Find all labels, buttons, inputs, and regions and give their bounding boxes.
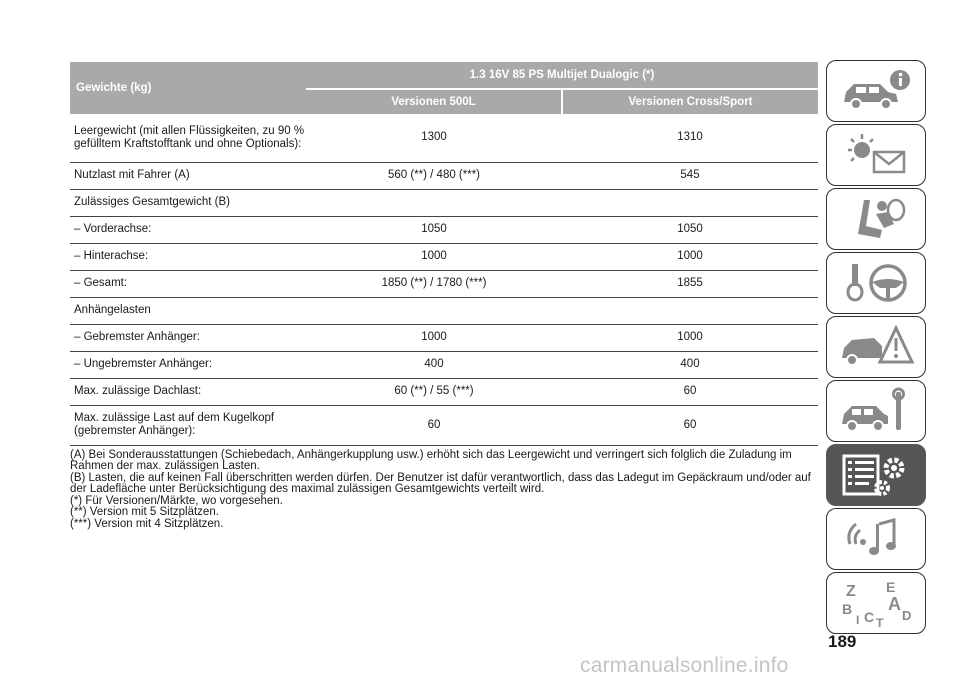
car-info-icon (836, 66, 916, 116)
header-version-500l: Versionen 500L (306, 89, 562, 114)
row-label: – Gesamt: (70, 270, 306, 297)
row-label: – Gebremster Anhänger: (70, 324, 306, 351)
warning-lights-message-icon (836, 130, 916, 180)
header-version-cross-sport: Versionen Cross/Sport (562, 89, 818, 114)
row-label: Leergewicht (mit allen Flüssigkeiten, zu 90 % gefülltem Kraftstofftank und ohne Optionals): (70, 114, 306, 162)
index-letter: Z (846, 583, 856, 600)
table-row (70, 297, 818, 324)
footnote: (***) Version mit 4 Sitzplätzen. (70, 518, 224, 531)
row-value-cross-sport: 1000 (562, 324, 818, 351)
header-weights: Gewichte (kg) (70, 62, 306, 114)
row-value-500l: 60 (**) / 55 (***) (306, 378, 562, 405)
index-letter: I (856, 613, 860, 627)
footnote: (*) Für Versionen/Märkte, wo vorgesehen. (70, 494, 283, 507)
index-letter: C (864, 609, 875, 625)
row-label: – Vorderachse: (70, 216, 306, 243)
row-value-500l: 1000 (306, 243, 562, 270)
index-letter: A (888, 594, 901, 614)
row-value-cross-sport: 1000 (562, 243, 818, 270)
table-row (70, 114, 818, 162)
row-label: – Ungebremster Anhänger: (70, 351, 306, 378)
row-label: Max. zulässige Dachlast: (70, 378, 306, 405)
table-row (70, 162, 818, 189)
row-value-cross-sport: 60 (562, 405, 818, 445)
row-value-cross-sport: 1310 (562, 114, 818, 162)
media-music-icon (836, 514, 916, 564)
car-tools-icon (836, 386, 916, 436)
index-letter: E (886, 579, 896, 595)
table-row (70, 324, 818, 351)
header-engine: 1.3 16V 85 PS Multijet Dualogic (*) (306, 62, 818, 89)
tab-safety[interactable] (826, 188, 926, 250)
tab-multimedia[interactable] (826, 508, 926, 570)
table-row (70, 351, 818, 378)
seat-airbag-icon (836, 194, 916, 244)
tab-index[interactable] (826, 572, 926, 634)
index-letter: B (842, 601, 853, 617)
index-letter: T (876, 616, 884, 628)
row-label: – Hinterachse: (70, 243, 306, 270)
row-value-cross-sport: 400 (562, 351, 818, 378)
tab-starting-driving[interactable] (826, 252, 926, 314)
table-row (70, 270, 818, 297)
tab-car-info[interactable] (826, 60, 926, 122)
row-value-cross-sport: 545 (562, 162, 818, 189)
key-steering-wheel-icon (836, 258, 916, 308)
row-value-500l (306, 189, 562, 216)
row-value-cross-sport (562, 297, 818, 324)
table-row (70, 378, 818, 405)
tab-warning-lights[interactable] (826, 124, 926, 186)
tab-maintenance[interactable] (826, 380, 926, 442)
row-value-500l: 1050 (306, 216, 562, 243)
row-value-500l: 1300 (306, 114, 562, 162)
watermark-text: carmanualsonline.info (580, 654, 789, 677)
index-letter: D (902, 608, 912, 623)
footnote: (B) Lasten, die auf keinen Fall überschritten werden dürfen. Der Benutzer ist dafür verantwortlich, dass das Ladegut im Gepäckraum und/oder auf der Ladefläche unter Berücksichtigung des maximal zulässigen Gesamtgewichts verteilt wird. (70, 471, 811, 496)
footnote: (**) Version mit 5 Sitzplätzen. (70, 506, 219, 519)
row-label: Nutzlast mit Fahrer (A) (70, 162, 306, 189)
table-row (70, 405, 818, 445)
tab-emergency[interactable] (826, 316, 926, 378)
alphabetical-index-icon (836, 578, 916, 628)
table-row (70, 189, 818, 216)
row-value-500l: 1850 (**) / 1780 (***) (306, 270, 562, 297)
row-label: Max. zulässige Last auf dem Kugelkopf (gebremster Anhänger): (70, 405, 306, 445)
specifications-gear-icon (836, 450, 916, 500)
row-value-500l (306, 297, 562, 324)
footnotes (70, 450, 818, 531)
row-value-500l: 400 (306, 351, 562, 378)
row-value-cross-sport: 60 (562, 378, 818, 405)
tab-specifications[interactable] (826, 444, 926, 506)
row-label: Zulässiges Gesamtgewicht (B) (70, 189, 306, 216)
footnote: (A) Bei Sonderausstattungen (Schiebedach, Anhängerkupplung usw.) erhöht sich das Leergewicht und verringert sich folglich die Zuladung im Rahmen der max. zulässigen Lasten. (70, 448, 792, 473)
row-value-500l: 560 (**) / 480 (***) (306, 162, 562, 189)
weights-table (70, 62, 818, 446)
table-row (70, 243, 818, 270)
weights-section (70, 62, 818, 531)
row-value-cross-sport: 1050 (562, 216, 818, 243)
car-crash-warning-icon (836, 322, 916, 372)
table-row (70, 216, 818, 243)
row-value-500l: 60 (306, 405, 562, 445)
row-value-500l: 1000 (306, 324, 562, 351)
row-value-cross-sport (562, 189, 818, 216)
page-number: 189 (828, 632, 857, 651)
row-value-cross-sport: 1855 (562, 270, 818, 297)
row-label: Anhängelasten (70, 297, 306, 324)
